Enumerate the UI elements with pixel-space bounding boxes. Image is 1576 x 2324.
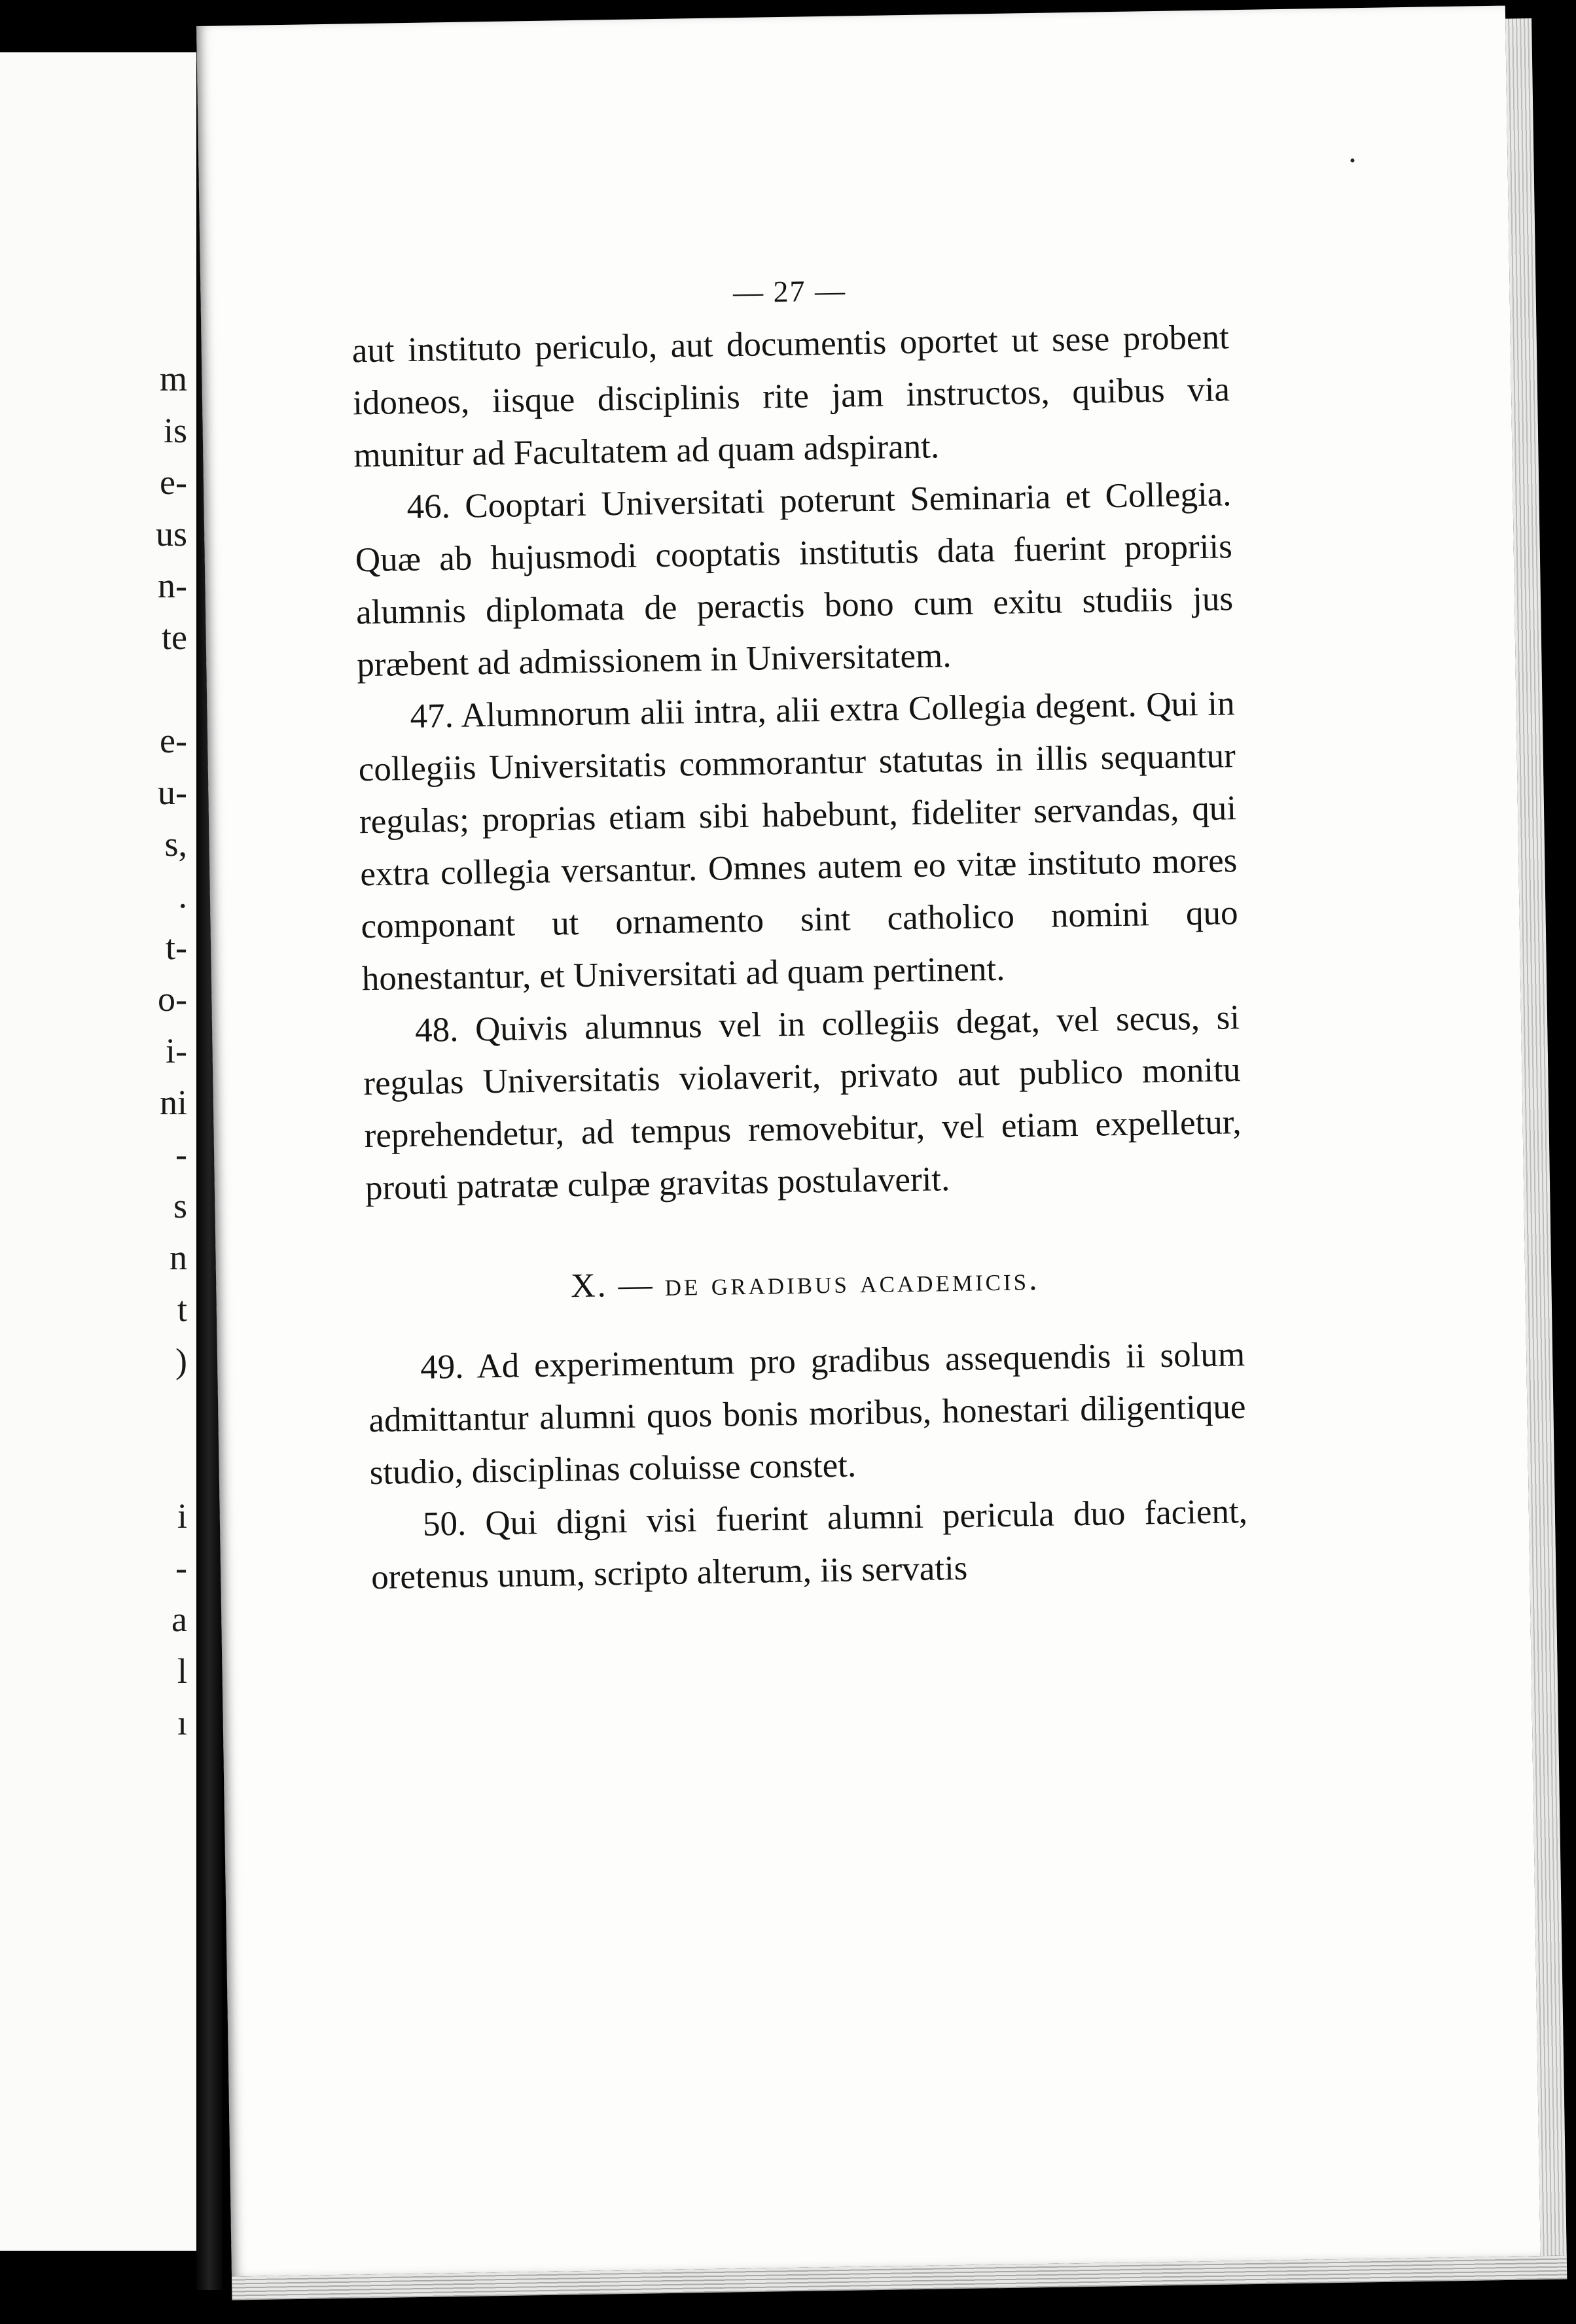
section-numeral: X. — <box>570 1266 655 1305</box>
left-page-fragment: us <box>155 514 187 554</box>
left-page-fragment: a <box>171 1600 187 1639</box>
paragraph-49: 49. Ad experimentum pro gradibus assequendis ii solum admittantur alumni quos bonis moribus, honestari diligentique studio, disciplinas coluisse constet. <box>368 1335 1246 1492</box>
main-page <box>196 6 1541 2277</box>
left-page-fragment: i <box>177 1496 187 1536</box>
page-number: — 27 — <box>732 273 847 309</box>
left-page-fragment: ni <box>159 1083 187 1122</box>
left-page-fragment: e- <box>160 463 187 502</box>
section-heading <box>367 1249 1244 1316</box>
paragraph-continuation: aut instituto periculo, aut documentis oportet ut sese probent idoneos, iisque disciplinis rite jam instructos, quibus via munitur ad Facultatem ad quam adspirant. <box>351 318 1230 475</box>
left-page-fragment: is <box>163 411 187 450</box>
left-page-fragment: o- <box>158 979 187 1019</box>
left-page-fragment: t <box>177 1290 187 1329</box>
left-page-text-fragments <box>109 353 187 1749</box>
left-page-fragment: . <box>178 876 187 915</box>
page-stack-edge <box>1505 18 1567 2256</box>
left-page-fragment: ı <box>177 1703 187 1742</box>
left-page-fragment <box>109 1439 187 1490</box>
page-text <box>351 258 1249 1604</box>
left-page-fragment: - <box>175 1135 187 1174</box>
left-page-fragment <box>109 1387 187 1439</box>
section-title: de gradibus academicis. <box>664 1260 1040 1303</box>
paragraph-48: 48. Quivis alumnus vel in collegiis degat, vel secus, si regulas Universitatis violaverit, privato aut publico monitu reprehendetur, ad tempus removebitur, vel etiam expelletur, prouti patratæ culpæ gravitas postulaverit. <box>363 998 1242 1208</box>
left-page-fragment: - <box>175 1548 187 1587</box>
left-page-fragment: s, <box>164 824 187 864</box>
left-page-fragment: n- <box>158 566 187 605</box>
left-page-fragment: ) <box>175 1341 187 1381</box>
left-page-fragment: s <box>173 1186 187 1225</box>
left-page-fragment: u- <box>158 773 187 812</box>
paragraph-50: 50. Qui digni visi fuerint alumni pericula duo facient, oretenus unum, scripto alterum, iis servatis <box>370 1492 1248 1597</box>
paragraph-46: 46. Cooptari Universitati poterunt Seminaria et Collegia. Quæ ab hujusmodi cooptatis institutis data fuerint propriis alumnis diplomata de peractis bono cum exitu studiis jus præbent ad admissionem in Universitatem. <box>355 475 1234 684</box>
left-facing-page <box>0 52 200 2251</box>
speck <box>1350 158 1354 162</box>
left-page-fragment: m <box>159 359 187 398</box>
left-page-fragment: l <box>177 1651 187 1691</box>
left-page-fragment: t- <box>166 928 187 967</box>
left-page-fragment <box>109 663 187 715</box>
left-page-fragment: e- <box>160 721 187 760</box>
left-page-fragment: te <box>162 618 187 657</box>
left-page-fragment: i- <box>166 1031 187 1070</box>
left-page-fragment: n <box>170 1238 187 1277</box>
paragraph-47: 47. Alumnorum alii intra, alii extra Collegia degent. Qui in collegiis Universitatis commorantur statutas in illis sequantur regulas; proprias etiam sibi habebunt, fideliter servandas, qui extra collegia versantur. Omnes autem eo vitæ instituto mores componant ut ornamento sint catholico nomini quo honestantur, et Universitati ad quam pertinent. <box>358 684 1238 998</box>
page-bottom-edge <box>232 2256 1567 2300</box>
